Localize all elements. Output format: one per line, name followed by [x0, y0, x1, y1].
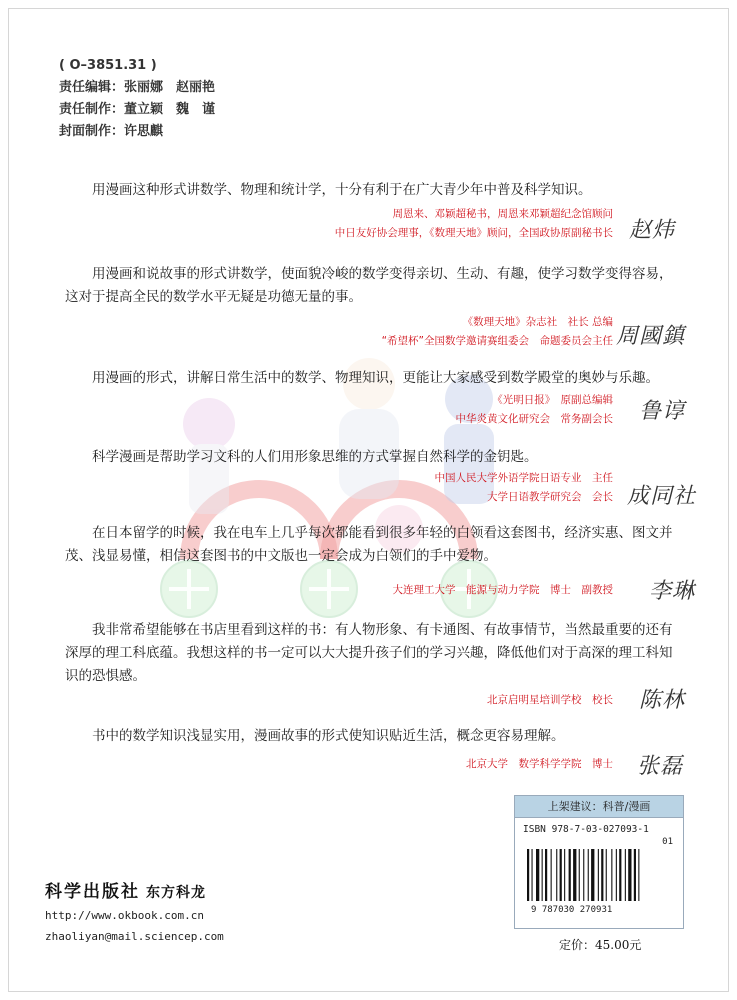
- endorsement-attribution: 大连理工大学 能源与动力学院 博士 副教授: [392, 584, 613, 596]
- barcode-bar: [569, 849, 571, 901]
- catalog-code: ( O–3851.31 ): [59, 58, 157, 73]
- barcode-panel: [514, 795, 684, 929]
- endorsement-quote: 我非常希望能够在书店里看到这样的书：有人物形象、有卡通图、有故事情节，当然最重要的还有深厚的理工科底蕴。我想这样的书一定可以大大提升孩子们的学习兴趣，降低他们对于高深的理工科知识的恐惧感。: [65, 622, 673, 684]
- endorsement-quote: 用漫画的形式，讲解日常生活中的数学、物理知识，更能让大家感受到数学殿堂的奥妙与乐趣。: [92, 370, 659, 386]
- endorsement-quote: 用漫画这种形式讲数学、物理和统计学，十分有利于在广大青少年中普及科学知识。: [92, 182, 592, 198]
- barcode-bar: [625, 849, 626, 901]
- endorser-signature: 李琳: [649, 579, 696, 604]
- barcode-bar: [591, 849, 594, 901]
- barcode: [523, 837, 675, 915]
- isbn-number: ISBN 978-7-03-027093-1: [523, 824, 649, 835]
- publisher-block: [45, 877, 224, 944]
- barcode-bar: [545, 849, 547, 901]
- barcode-bar: [583, 849, 584, 901]
- barcode-bar: [588, 849, 589, 901]
- barcode-bars: [523, 837, 675, 915]
- publisher-email: zhaoliyan@mail.sciencep.com: [45, 930, 224, 943]
- endorsement-attribution: 周恩来、邓颖超秘书，周恩来邓颖超纪念馆顾问 中日友好协会理事，《数理天地》顾问，全国政协原副秘书长: [334, 208, 613, 239]
- barcode-bar: [551, 849, 552, 901]
- barcode-bar: [532, 849, 533, 901]
- barcode-bar: [601, 849, 603, 901]
- publisher-website: http://www.okbook.com.cn: [45, 909, 204, 922]
- publisher-name: 科学出版社 东方科龙: [45, 882, 206, 902]
- barcode-addon: 01: [662, 837, 673, 847]
- barcode-bar: [628, 849, 631, 901]
- endorser-signature: 鲁谆: [639, 399, 686, 424]
- barcode-bar: [542, 849, 543, 901]
- barcode-bar: [536, 849, 539, 901]
- barcode-bar: [556, 849, 557, 901]
- barcode-bar: [638, 849, 639, 901]
- barcode-bar: [560, 849, 562, 901]
- barcode-bar: [573, 849, 576, 901]
- credits-block: [59, 55, 215, 143]
- endorsement-quote: 用漫画和说故事的形式讲数学，使面貌冷峻的数学变得亲切、生动、有趣，使学习数学变得容易，这对于提高全民的数学水平无疑是功德无量的事。: [65, 266, 673, 305]
- barcode-bar: [527, 849, 529, 901]
- back-cover: [8, 8, 729, 992]
- price-label: 定价：45.00元: [559, 938, 642, 952]
- cover-line: 封面制作：许思麒: [59, 124, 164, 139]
- barcode-bar: [598, 849, 599, 901]
- barcode-bar: [564, 849, 565, 901]
- endorser-signature: 张磊: [637, 754, 684, 779]
- endorsement-quote: 科学漫画是帮助学习文科的人们用形象思维的方式掌握自然科学的金钥匙。: [92, 449, 538, 465]
- endorsement-attribution: 北京大学 数学科学学院 博士: [466, 758, 613, 770]
- endorsement-attribution: 中国人民大学外语学院日语专业 主任 大学日语教学研究会 会长: [434, 472, 613, 503]
- endorsement-attribution: 北京启明星培训学校 校长: [487, 694, 613, 706]
- endorsement-quote: 在日本留学的时候，我在电车上几乎每次都能看到很多年轻的白领看这套图书，经济实惠、图文并茂、浅显易懂，相信这套图书的中文版也一定会成为白领们的手中爱物。: [65, 525, 673, 564]
- publisher-partner: 东方科龙: [146, 885, 206, 901]
- barcode-digits: 9 787030 270931: [531, 905, 613, 915]
- endorser-signature: 赵炜: [629, 218, 676, 243]
- endorsement-attribution: 《数理天地》杂志社 社长 总编 “希望杯”全国数学邀请赛组委会 命题委员会主任: [381, 316, 613, 347]
- endorsement-attribution: 《光明日报》 原副总编辑 中华炎黄文化研究会 常务副会长: [455, 394, 613, 425]
- endorser-signature: 成同社: [627, 484, 697, 509]
- barcode-bar: [611, 849, 612, 901]
- shelf-suggestion: 上架建议：科普/漫画: [515, 796, 683, 818]
- editor-line: 责任编辑：张丽娜 赵丽艳: [59, 80, 216, 95]
- endorser-signature: 周國鎮: [616, 324, 686, 349]
- production-line: 责任制作：董立颖 魏 谨: [59, 102, 216, 117]
- barcode-bar: [616, 849, 617, 901]
- barcode-bar: [619, 849, 621, 901]
- barcode-bar: [579, 849, 580, 901]
- barcode-bar: [634, 849, 636, 901]
- barcode-bar: [606, 849, 607, 901]
- endorsement-quote: 书中的数学知识浅显实用，漫画故事的形式使知识贴近生活，概念更容易理解。: [92, 728, 565, 744]
- endorser-signature: 陈林: [639, 688, 686, 713]
